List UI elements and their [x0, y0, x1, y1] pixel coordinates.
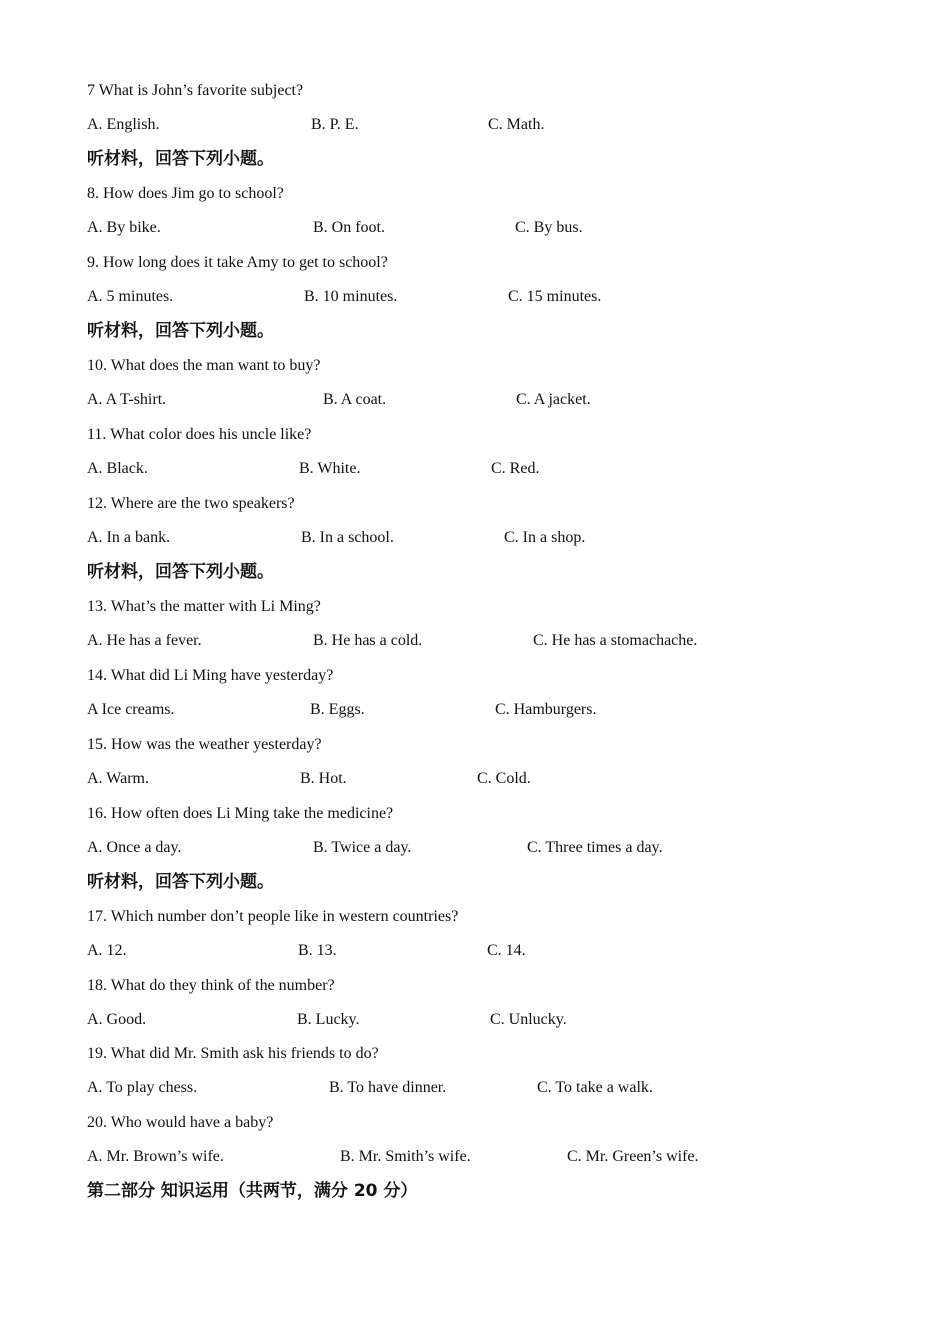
- question-11: 11. What color does his uncle like?: [87, 426, 312, 443]
- question-19: 19. What did Mr. Smith ask his friends to do?: [87, 1045, 379, 1062]
- question-7: 7 What is John’s favorite subject?: [87, 82, 304, 99]
- option-17-a: A. 12.: [87, 942, 127, 959]
- question-10: 10. What does the man want to buy?: [87, 357, 321, 374]
- option-12-c: C. In a shop.: [504, 529, 586, 546]
- option-9-b: B. 10 minutes.: [304, 288, 398, 305]
- section-heading-4: 听材料，回答下列小题。: [87, 872, 274, 892]
- option-9-c: C. 15 minutes.: [508, 288, 602, 305]
- option-8-b: B. On foot.: [313, 219, 385, 236]
- option-18-c: C. Unlucky.: [490, 1011, 567, 1028]
- option-18-b: B. Lucky.: [297, 1011, 360, 1028]
- option-17-c: C. 14.: [487, 942, 526, 959]
- option-13-b: B. He has a cold.: [313, 632, 423, 649]
- question-14: 14. What did Li Ming have yesterday?: [87, 667, 334, 684]
- option-13-a: A. He has a fever.: [87, 632, 202, 649]
- question-8: 8. How does Jim go to school?: [87, 185, 284, 202]
- option-20-c: C. Mr. Green’s wife.: [567, 1148, 699, 1165]
- question-12: 12. Where are the two speakers?: [87, 495, 295, 512]
- option-12-a: A. In a bank.: [87, 529, 171, 546]
- option-17-b: B. 13.: [298, 942, 337, 959]
- option-15-c: C. Cold.: [477, 770, 531, 787]
- option-8-a: A. By bike.: [87, 219, 161, 236]
- option-20-b: B. Mr. Smith’s wife.: [340, 1148, 471, 1165]
- question-17: 17. Which number don’t people like in western countries?: [87, 908, 459, 925]
- section-heading-3: 听材料，回答下列小题。: [87, 562, 274, 582]
- question-20: 20. Who would have a baby?: [87, 1114, 274, 1131]
- question-18: 18. What do they think of the number?: [87, 977, 335, 994]
- option-12-b: B. In a school.: [301, 529, 394, 546]
- option-16-c: C. Three times a day.: [527, 839, 663, 856]
- option-10-a: A. A T-shirt.: [87, 391, 167, 408]
- question-13: 13. What’s the matter with Li Ming?: [87, 598, 321, 615]
- option-9-a: A. 5 minutes.: [87, 288, 174, 305]
- option-15-a: A. Warm.: [87, 770, 149, 787]
- option-11-b: B. White.: [299, 460, 361, 477]
- option-14-a: A Ice creams.: [87, 701, 175, 718]
- question-16: 16. How often does Li Ming take the medicine?: [87, 805, 394, 822]
- option-10-c: C. A jacket.: [516, 391, 591, 408]
- option-7-b: B. P. E.: [311, 116, 359, 133]
- option-11-c: C. Red.: [491, 460, 540, 477]
- option-19-b: B. To have dinner.: [329, 1079, 447, 1096]
- question-15: 15. How was the weather yesterday?: [87, 736, 322, 753]
- option-11-a: A. Black.: [87, 460, 148, 477]
- option-10-b: B. A coat.: [323, 391, 387, 408]
- option-14-c: C. Hamburgers.: [495, 701, 597, 718]
- section-two-heading: 第二部分 知识运用（共两节，满分 20 分）: [87, 1181, 418, 1201]
- option-19-c: C. To take a walk.: [537, 1079, 653, 1096]
- option-15-b: B. Hot.: [300, 770, 347, 787]
- option-16-b: B. Twice a day.: [313, 839, 412, 856]
- option-13-c: C. He has a stomachache.: [533, 632, 698, 649]
- option-19-a: A. To play chess.: [87, 1079, 198, 1096]
- option-16-a: A. Once a day.: [87, 839, 182, 856]
- option-20-a: A. Mr. Brown’s wife.: [87, 1148, 224, 1165]
- section-heading-2: 听材料，回答下列小题。: [87, 321, 274, 341]
- option-18-a: A. Good.: [87, 1011, 147, 1028]
- section-heading-1: 听材料，回答下列小题。: [87, 149, 274, 169]
- option-14-b: B. Eggs.: [310, 701, 365, 718]
- question-9: 9. How long does it take Amy to get to school?: [87, 254, 388, 271]
- option-8-c: C. By bus.: [515, 219, 583, 236]
- option-7-c: C. Math.: [488, 116, 545, 133]
- option-7-a: A. English.: [87, 116, 160, 133]
